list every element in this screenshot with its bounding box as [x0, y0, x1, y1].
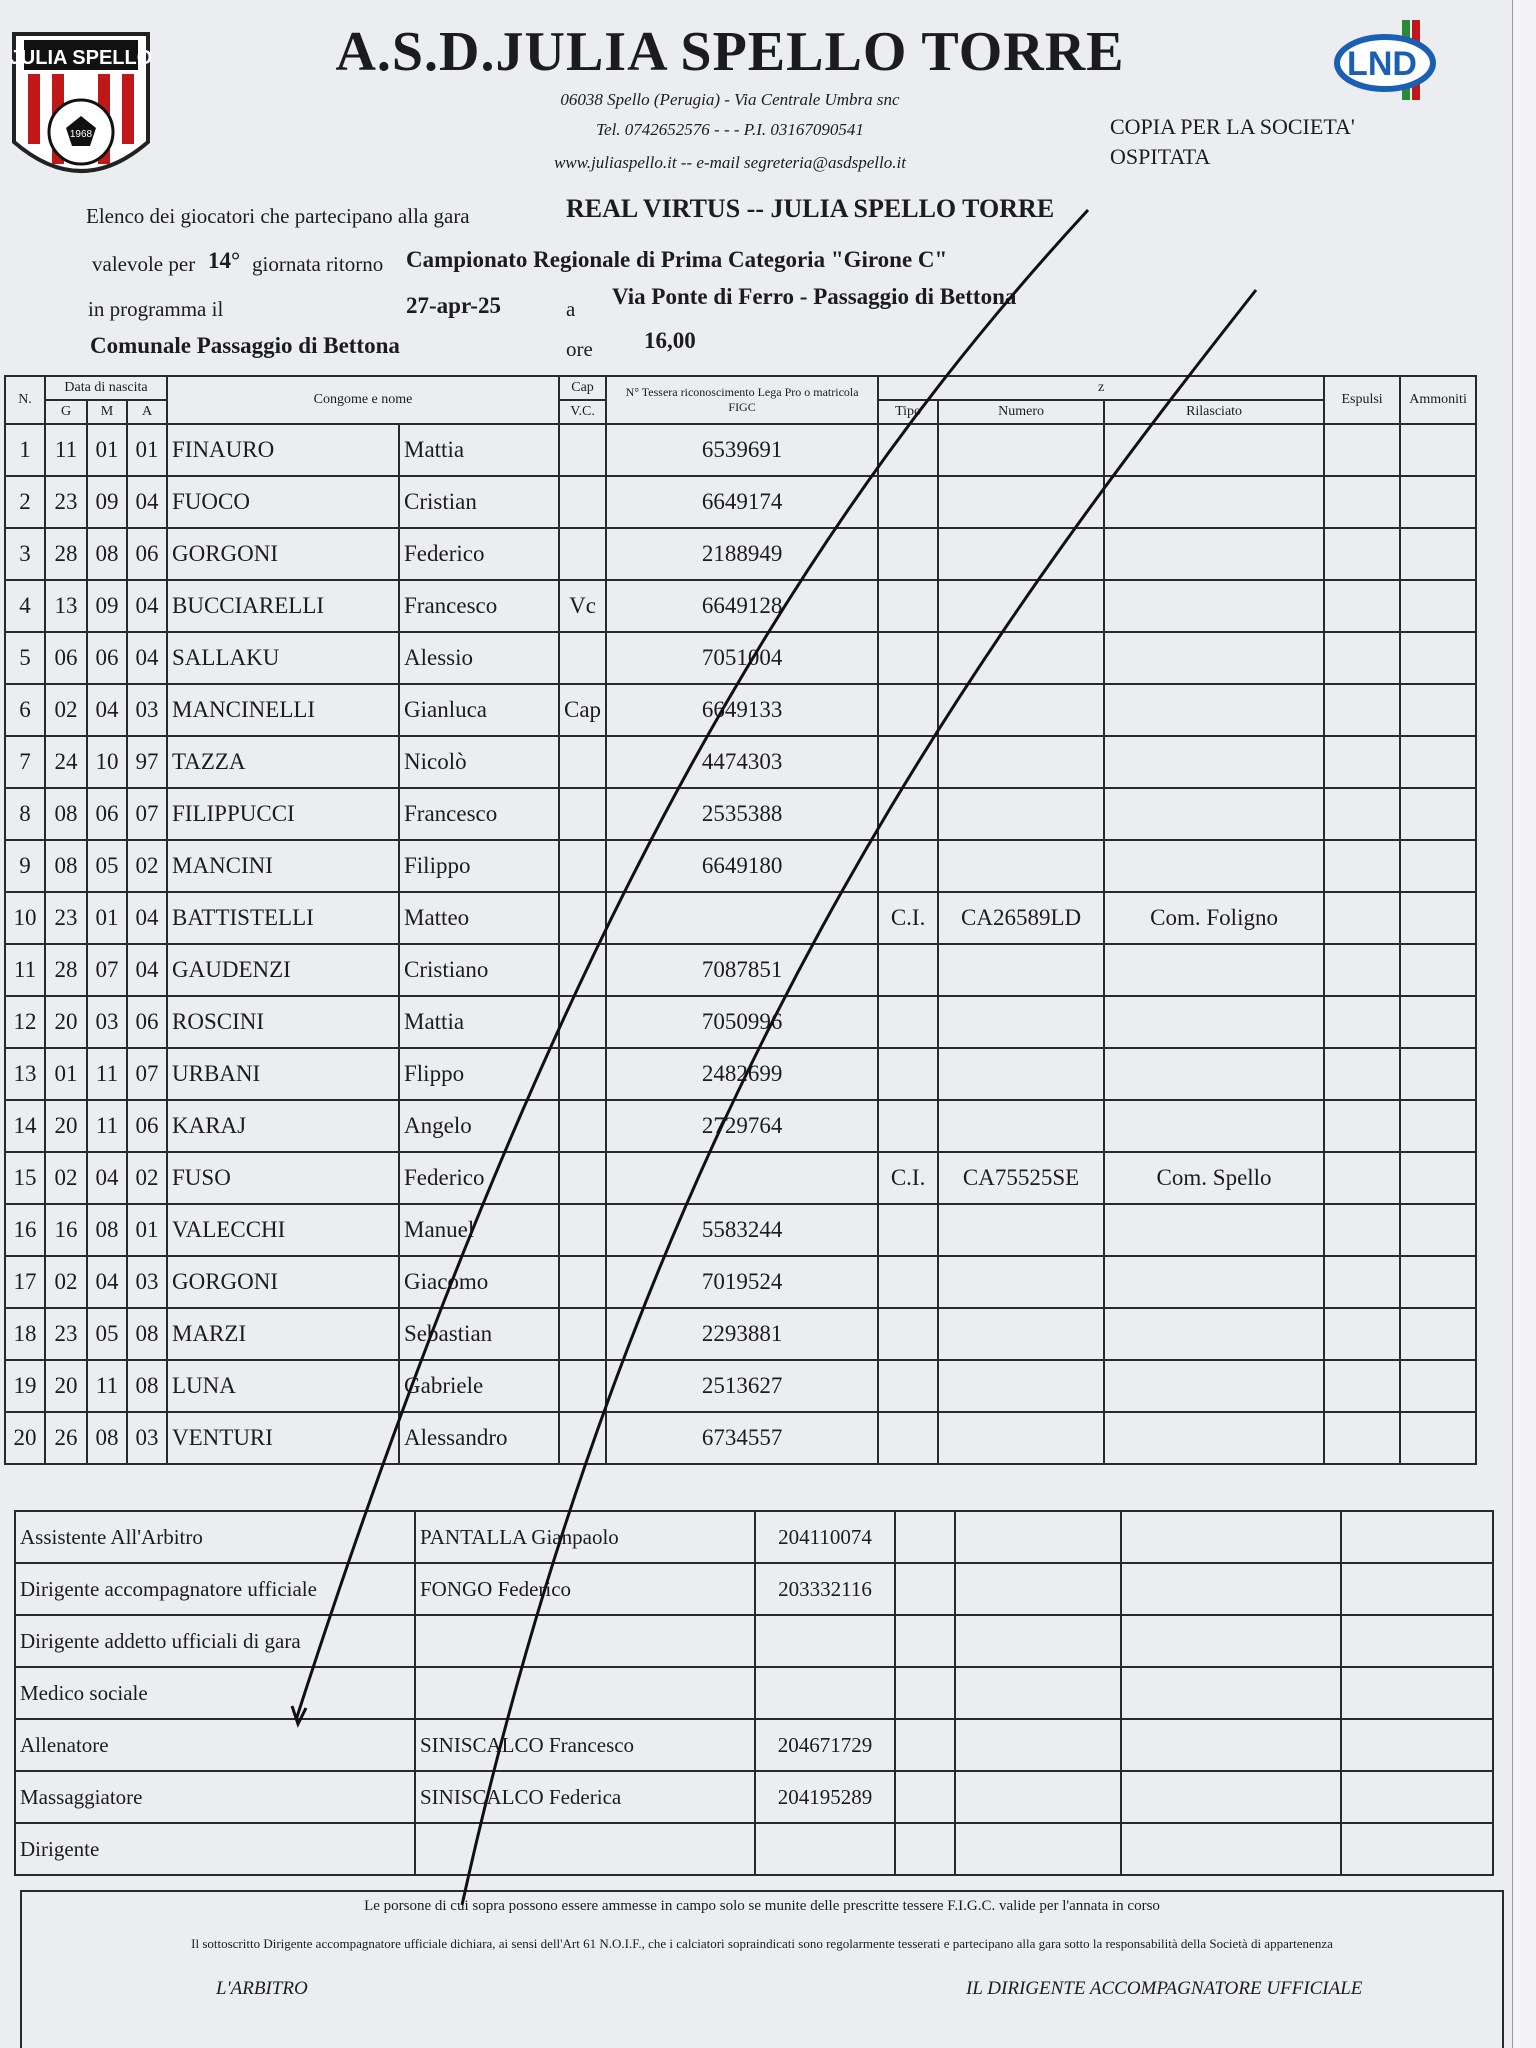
doc-issuer: Com. Foligno [1104, 892, 1324, 944]
staff-name: SINISCALCO Francesco [415, 1719, 755, 1771]
player-card-number: 7050996 [606, 996, 878, 1048]
player-surname: ROSCINI [167, 996, 399, 1048]
staff-role: Dirigente accompagnatore ufficiale [15, 1563, 415, 1615]
player-number: 6 [5, 684, 45, 736]
player-surname: LUNA [167, 1360, 399, 1412]
player-number: 11 [5, 944, 45, 996]
player-card-number: 2293881 [606, 1308, 878, 1360]
player-card-number: 6734557 [606, 1412, 878, 1464]
staff-card: 204110074 [755, 1511, 895, 1563]
player-card-number: 7051004 [606, 632, 878, 684]
match-teams: REAL VIRTUS -- JULIA SPELLO TORRE [566, 194, 1055, 223]
player-surname: FUOCO [167, 476, 399, 528]
birth-month: 11 [87, 1360, 127, 1412]
birth-month: 01 [87, 424, 127, 476]
col-a: A [127, 400, 167, 424]
col-espulsi: Espulsi [1324, 376, 1400, 424]
birth-day: 06 [45, 632, 87, 684]
player-first-name: Francesco [399, 788, 559, 840]
player-first-name: Manuel [399, 1204, 559, 1256]
player-number: 14 [5, 1100, 45, 1152]
birth-year: 08 [127, 1308, 167, 1360]
col-rilasciato: Rilasciato [1104, 400, 1324, 424]
birth-day: 28 [45, 944, 87, 996]
player-first-name: Alessio [399, 632, 559, 684]
player-card-number: 2482699 [606, 1048, 878, 1100]
player-first-name: Mattia [399, 424, 559, 476]
birth-year: 97 [127, 736, 167, 788]
player-card-number: 6649128 [606, 580, 878, 632]
player-role: Vc [559, 580, 606, 632]
birth-year: 04 [127, 944, 167, 996]
birth-month: 10 [87, 736, 127, 788]
birth-year: 03 [127, 1256, 167, 1308]
svg-text:LND: LND [1347, 45, 1417, 83]
col-card: N° Tessera riconoscimento Lega Pro o matricola FIGC [606, 376, 878, 424]
venue: Via Ponte di Ferro - Passaggio di Bettona [612, 284, 1017, 309]
birth-month: 11 [87, 1048, 127, 1100]
staff-role: Allenatore [15, 1719, 415, 1771]
player-card-number: 7087851 [606, 944, 878, 996]
birth-month: 06 [87, 788, 127, 840]
birth-month: 05 [87, 840, 127, 892]
player-surname: FILIPPUCCI [167, 788, 399, 840]
birth-year: 03 [127, 1412, 167, 1464]
player-first-name: Sebastian [399, 1308, 559, 1360]
birth-month: 04 [87, 1256, 127, 1308]
player-card-number: 2188949 [606, 528, 878, 580]
staff-role: Massaggiatore [15, 1771, 415, 1823]
birth-month: 04 [87, 1152, 127, 1204]
staff-card: 204195289 [755, 1771, 895, 1823]
birth-year: 06 [127, 528, 167, 580]
birth-year: 04 [127, 476, 167, 528]
a-label: a [566, 297, 576, 321]
player-number: 15 [5, 1152, 45, 1204]
svg-text:1968: 1968 [69, 129, 93, 140]
player-number: 3 [5, 528, 45, 580]
club-phone: Tel. 0742652576 - - - P.I. 03167090541 [596, 120, 864, 139]
doc-number: CA26589LD [938, 892, 1104, 944]
staff-name: FONGO Federico [415, 1563, 755, 1615]
birth-month: 06 [87, 632, 127, 684]
player-surname: FINAURO [167, 424, 399, 476]
birth-day: 20 [45, 1360, 87, 1412]
col-g: G [45, 400, 87, 424]
birth-day: 28 [45, 528, 87, 580]
player-first-name: Nicolò [399, 736, 559, 788]
player-first-name: Matteo [399, 892, 559, 944]
player-first-name: Francesco [399, 580, 559, 632]
col-name: Congome e nome [167, 376, 559, 424]
birth-day: 01 [45, 1048, 87, 1100]
player-surname: KARAJ [167, 1100, 399, 1152]
birth-month: 09 [87, 476, 127, 528]
player-card-number: 4474303 [606, 736, 878, 788]
staff-name: PANTALLA Gianpaolo [415, 1511, 755, 1563]
birth-day: 13 [45, 580, 87, 632]
birth-year: 02 [127, 840, 167, 892]
col-z: z [878, 376, 1324, 400]
player-number: 7 [5, 736, 45, 788]
player-number: 13 [5, 1048, 45, 1100]
player-number: 18 [5, 1308, 45, 1360]
player-surname: GORGONI [167, 528, 399, 580]
player-card-number: 5583244 [606, 1204, 878, 1256]
birth-day: 23 [45, 892, 87, 944]
birth-month: 09 [87, 580, 127, 632]
player-number: 1 [5, 424, 45, 476]
player-number: 12 [5, 996, 45, 1048]
doc-type: C.I. [878, 1152, 938, 1204]
player-first-name: Gabriele [399, 1360, 559, 1412]
birth-year: 06 [127, 996, 167, 1048]
valid-label-b: giornata ritorno [252, 252, 384, 276]
player-first-name: Cristian [399, 476, 559, 528]
staff-role: Medico sociale [15, 1667, 415, 1719]
birth-day: 02 [45, 684, 87, 736]
player-surname: TAZZA [167, 736, 399, 788]
adjacent-sheet-edge [1512, 0, 1536, 2048]
player-card-number: 6649174 [606, 476, 878, 528]
player-number: 19 [5, 1360, 45, 1412]
valid-label-a: valevole per [92, 252, 196, 276]
player-number: 10 [5, 892, 45, 944]
player-number: 4 [5, 580, 45, 632]
birth-month: 08 [87, 528, 127, 580]
player-role: Cap [559, 684, 606, 736]
birth-day: 23 [45, 1308, 87, 1360]
birth-year: 07 [127, 1048, 167, 1100]
birth-year: 04 [127, 580, 167, 632]
birth-month: 08 [87, 1204, 127, 1256]
club-web: www.juliaspello.it -- e-mail segreteria@asdspello.it [554, 153, 906, 172]
player-surname: GORGONI [167, 1256, 399, 1308]
birth-year: 04 [127, 632, 167, 684]
player-first-name: Angelo [399, 1100, 559, 1152]
footer-note-2: Il sottoscritto Dirigente accompagnatore ufficiale dichiara, ai sensi dell'Art 61 N.O.I.F., che i calciatori sopraindicati sono regolarmente tesserati e partecipano alla gara sotto la responsabilità della Società di appartenenza [191, 1936, 1333, 1951]
birth-year: 07 [127, 788, 167, 840]
col-tipo: Tipo [878, 400, 938, 424]
player-first-name: Federico [399, 528, 559, 580]
player-number: 17 [5, 1256, 45, 1308]
col-numero: Numero [938, 400, 1104, 424]
player-first-name: Federico [399, 1152, 559, 1204]
col-ammoniti: Ammoniti [1400, 376, 1476, 424]
player-card-number: 6649133 [606, 684, 878, 736]
col-birth: Data di nascita [45, 376, 167, 400]
doc-issuer: Com. Spello [1104, 1152, 1324, 1204]
birth-day: 08 [45, 840, 87, 892]
player-surname: BUCCIARELLI [167, 580, 399, 632]
player-card-number: 6539691 [606, 424, 878, 476]
player-surname: MANCINELLI [167, 684, 399, 736]
player-surname: MARZI [167, 1308, 399, 1360]
col-m: M [87, 400, 127, 424]
birth-year: 04 [127, 892, 167, 944]
copy-label: COPIA PER LA SOCIETA' OSPITATA [1110, 114, 1355, 169]
player-first-name: Alessandro [399, 1412, 559, 1464]
birth-year: 02 [127, 1152, 167, 1204]
player-card-number: 6649180 [606, 840, 878, 892]
match-time: 16,00 [644, 328, 696, 353]
birth-day: 02 [45, 1152, 87, 1204]
player-number: 8 [5, 788, 45, 840]
player-number: 5 [5, 632, 45, 684]
staff-card: 204671729 [755, 1719, 895, 1771]
birth-year: 01 [127, 1204, 167, 1256]
player-surname: FUSO [167, 1152, 399, 1204]
col-cap: Cap [559, 376, 606, 400]
staff-role: Dirigente [15, 1823, 415, 1875]
player-first-name: Cristiano [399, 944, 559, 996]
player-card-number: 2729764 [606, 1100, 878, 1152]
col-n: N. [5, 376, 45, 424]
player-card-number: 7019524 [606, 1256, 878, 1308]
doc-number: CA75525SE [938, 1152, 1104, 1204]
program-label: in programma il [88, 297, 224, 321]
player-first-name: Mattia [399, 996, 559, 1048]
championship: Campionato Regionale di Prima Categoria "Girone C" [406, 247, 948, 272]
birth-year: 08 [127, 1360, 167, 1412]
player-first-name: Filippo [399, 840, 559, 892]
player-first-name: Giacomo [399, 1256, 559, 1308]
birth-day: 16 [45, 1204, 87, 1256]
round: 14° [208, 248, 241, 273]
field-name: Comunale Passaggio di Bettona [90, 333, 400, 358]
referee-signature-label: L'ARBITRO [216, 1978, 308, 1999]
staff-role: Assistente All'Arbitro [15, 1511, 415, 1563]
player-number: 20 [5, 1412, 45, 1464]
birth-year: 06 [127, 1100, 167, 1152]
player-surname: GAUDENZI [167, 944, 399, 996]
birth-month: 08 [87, 1412, 127, 1464]
birth-day: 20 [45, 996, 87, 1048]
birth-month: 03 [87, 996, 127, 1048]
player-card-number: 2535388 [606, 788, 878, 840]
club-name: A.S.D.JULIA SPELLO TORRE [335, 21, 1125, 83]
birth-month: 04 [87, 684, 127, 736]
birth-year: 03 [127, 684, 167, 736]
club-address: 06038 Spello (Perugia) - Via Centrale Umbra snc [560, 90, 900, 109]
birth-month: 01 [87, 892, 127, 944]
birth-month: 07 [87, 944, 127, 996]
player-surname: VENTURI [167, 1412, 399, 1464]
official-signature-label: IL DIRIGENTE ACCOMPAGNATORE UFFICIALE [966, 1978, 1363, 1999]
player-surname: MANCINI [167, 840, 399, 892]
player-surname: SALLAKU [167, 632, 399, 684]
doc-type: C.I. [878, 892, 938, 944]
birth-day: 24 [45, 736, 87, 788]
time-label: ore [566, 337, 593, 361]
svg-text:JULIA SPELLO: JULIA SPELLO [9, 47, 153, 69]
staff-role: Dirigente addetto ufficiali di gara [15, 1615, 415, 1667]
list-label: Elenco dei giocatori che partecipano alla gara [86, 204, 470, 228]
footer-note-1: Le porsone di cui sopra possono essere ammesse in campo solo se munite delle prescritte tessere F.I.G.C. valide per l'annata in corso [364, 1898, 1160, 1914]
player-card-number: 2513627 [606, 1360, 878, 1412]
player-surname: URBANI [167, 1048, 399, 1100]
col-vc: V.C. [559, 400, 606, 424]
player-first-name: Gianluca [399, 684, 559, 736]
birth-year: 01 [127, 424, 167, 476]
player-surname: VALECCHI [167, 1204, 399, 1256]
player-first-name: Flippo [399, 1048, 559, 1100]
player-number: 2 [5, 476, 45, 528]
birth-day: 02 [45, 1256, 87, 1308]
birth-month: 11 [87, 1100, 127, 1152]
birth-day: 23 [45, 476, 87, 528]
birth-day: 20 [45, 1100, 87, 1152]
birth-day: 11 [45, 424, 87, 476]
player-surname: BATTISTELLI [167, 892, 399, 944]
birth-day: 08 [45, 788, 87, 840]
staff-card: 203332116 [755, 1563, 895, 1615]
staff-name: SINISCALCO Federica [415, 1771, 755, 1823]
birth-month: 05 [87, 1308, 127, 1360]
player-number: 9 [5, 840, 45, 892]
birth-day: 26 [45, 1412, 87, 1464]
player-number: 16 [5, 1204, 45, 1256]
match-date: 27-apr-25 [406, 293, 501, 318]
